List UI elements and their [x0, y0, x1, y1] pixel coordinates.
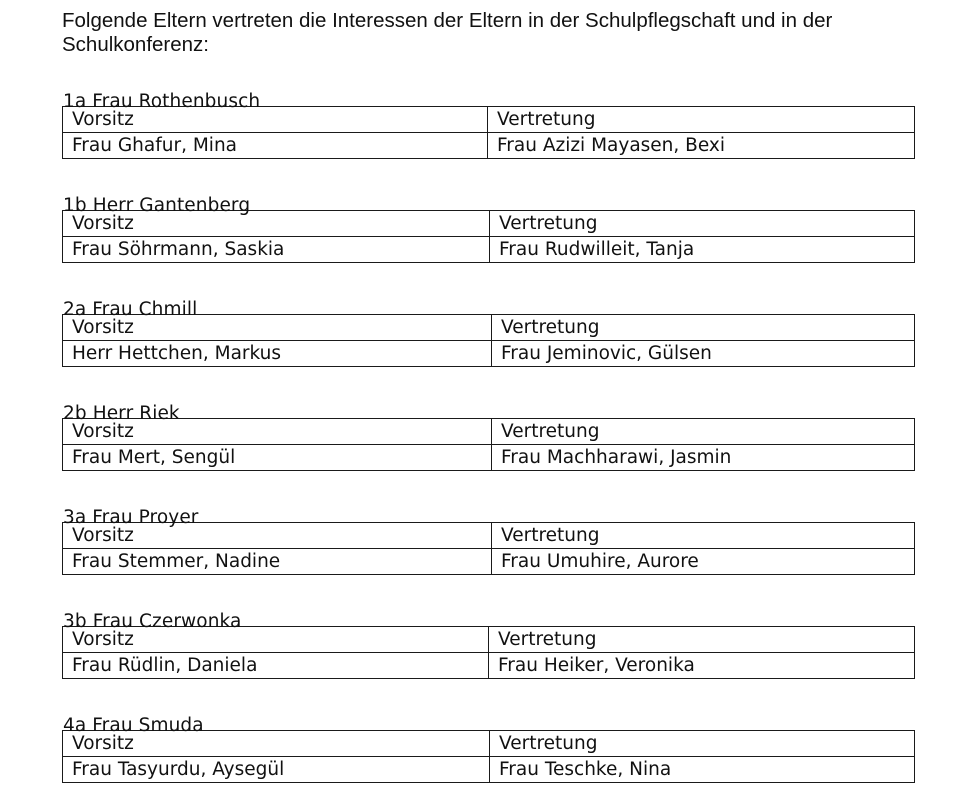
header-deputy: Vertretung	[492, 419, 915, 445]
class-group-1b	[62, 195, 914, 263]
table-row	[63, 341, 915, 367]
deputy-name: Frau Heiker, Veronika	[489, 653, 915, 679]
representatives-table	[62, 210, 915, 263]
header-deputy: Vertretung	[488, 107, 915, 133]
header-chair: Vorsitz	[63, 211, 490, 237]
class-title: 1b Herr Gantenberg	[63, 195, 251, 216]
header-chair: Vorsitz	[63, 627, 489, 653]
header-deputy: Vertretung	[492, 523, 915, 549]
chair-name: Frau Stemmer, Nadine	[63, 549, 492, 575]
representatives-table	[62, 314, 915, 367]
class-title: 2a Frau Chmill	[63, 299, 198, 320]
header-deputy: Vertretung	[490, 211, 915, 237]
deputy-name: Frau Machharawi, Jasmin	[492, 445, 915, 471]
class-group-3a	[62, 507, 914, 575]
table-row	[63, 653, 915, 679]
header-deputy: Vertretung	[492, 315, 915, 341]
chair-name: Frau Söhrmann, Saskia	[63, 237, 490, 263]
class-title: 4a Frau Smuda	[63, 715, 204, 736]
header-chair: Vorsitz	[63, 107, 488, 133]
representatives-table	[62, 418, 915, 471]
header-chair: Vorsitz	[63, 419, 492, 445]
table-header-row	[63, 419, 915, 445]
class-title: 1a Frau Rothenbusch	[63, 91, 261, 112]
class-title: 3b Frau Czerwonka	[63, 611, 242, 632]
class-group-1a	[62, 91, 914, 159]
deputy-name: Frau Jeminovic, Gülsen	[492, 341, 915, 367]
header-deputy: Vertretung	[489, 627, 915, 653]
class-group-2b	[62, 403, 914, 471]
deputy-name: Frau Azizi Mayasen, Bexi	[488, 133, 915, 159]
chair-name: Frau Tasyurdu, Aysegül	[63, 757, 490, 783]
class-title: 2b Herr Riek	[63, 403, 180, 424]
header-chair: Vorsitz	[63, 731, 490, 757]
table-row	[63, 237, 915, 263]
table-row	[63, 757, 915, 783]
chair-name: Herr Hettchen, Markus	[63, 341, 492, 367]
intro-text: Folgende Eltern vertreten die Interessen der Eltern in der Schulpflegschaft und in der Schulkonferenz:	[62, 9, 833, 56]
class-group-2a	[62, 299, 914, 367]
header-deputy: Vertretung	[490, 731, 915, 757]
class-group-4a	[62, 715, 914, 783]
chair-name: Frau Mert, Sengül	[63, 445, 492, 471]
representatives-table	[62, 522, 915, 575]
chair-name: Frau Rüdlin, Daniela	[63, 653, 489, 679]
deputy-name: Frau Umuhire, Aurore	[492, 549, 915, 575]
chair-name: Frau Ghafur, Mina	[63, 133, 488, 159]
representatives-table	[62, 730, 915, 783]
header-chair: Vorsitz	[63, 523, 492, 549]
class-group-3b	[62, 611, 914, 679]
header-chair: Vorsitz	[63, 315, 492, 341]
representatives-table	[62, 106, 915, 159]
table-row	[63, 445, 915, 471]
table-row	[63, 549, 915, 575]
class-title: 3a Frau Proyer	[63, 507, 199, 528]
deputy-name: Frau Teschke, Nina	[490, 757, 915, 783]
representatives-table	[62, 626, 915, 679]
deputy-name: Frau Rudwilleit, Tanja	[490, 237, 915, 263]
table-row	[63, 133, 915, 159]
